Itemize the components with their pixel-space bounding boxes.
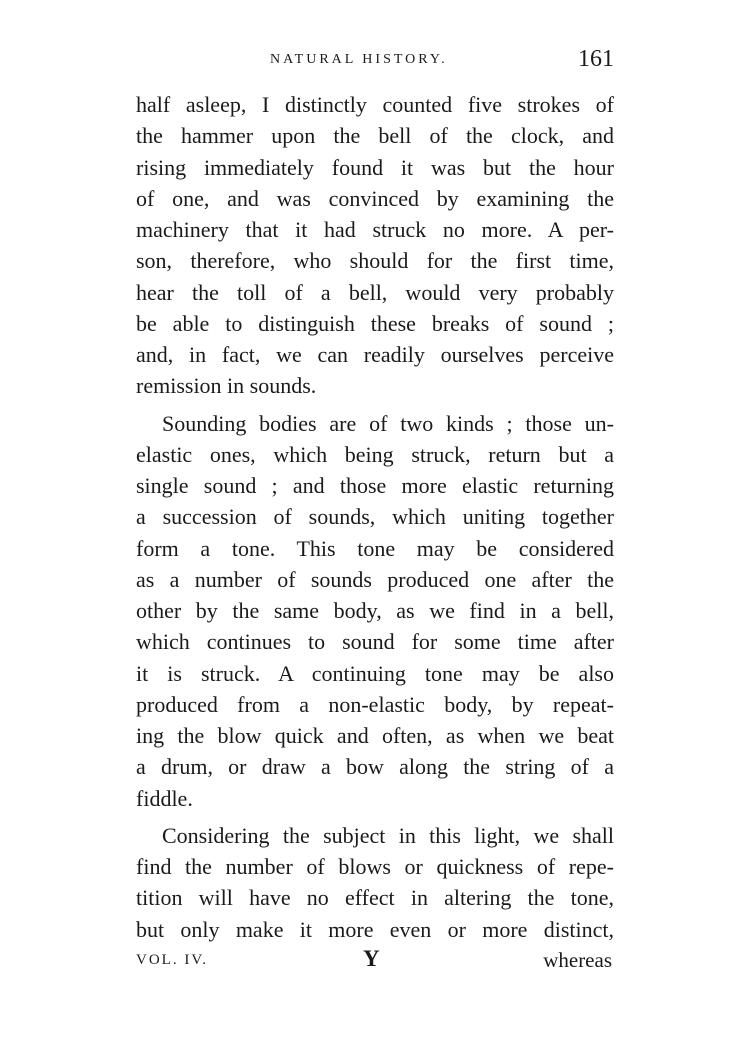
text-line: fiddle. (136, 785, 193, 811)
text-line: a drum, or draw a bow along the string of a (136, 754, 614, 780)
text-line: hear the toll of a bell, would very probably (136, 279, 614, 305)
text-line: machinery that it had struck no more. A per- (136, 217, 614, 242)
page-number: 161 (578, 46, 614, 72)
text-line: the hammer upon the bell of the clock, and (136, 123, 614, 149)
text-line: find the number of blows or quickness of repe- (136, 854, 614, 879)
text-line: a succession of sounds, which uniting together (136, 504, 614, 530)
text-line: half asleep, I distinctly counted five strokes of (136, 92, 614, 117)
text-line: other by the same body, as we find in a bell, (136, 598, 614, 623)
text-line: Sounding bodies are of two kinds ; those un- (162, 410, 614, 436)
text-line: but only make it more even or more distinct, (136, 916, 614, 942)
text-line: which continues to sound for some time after (136, 629, 614, 655)
paragraph-2 (136, 408, 614, 814)
catchword: whereas (543, 948, 612, 972)
text-line: elastic ones, which being struck, return but a (136, 441, 614, 467)
text-line: Considering the subject in this light, we shall (162, 822, 614, 848)
text-line: ing the blow quick and often, as when we beat (136, 723, 614, 748)
text-line: son, therefore, who should for the first time, (136, 248, 614, 274)
text-line: produced from a non-elastic body, by repeat- (136, 691, 614, 717)
text-line: single sound ; and those more elastic returning (136, 473, 614, 498)
text-line: be able to distinguish these breaks of sound ; (136, 310, 614, 336)
text-line: and, in fact, we can readily ourselves perceive (136, 342, 614, 367)
paragraph-1 (136, 89, 614, 402)
text-line: form a tone. This tone may be considered (136, 535, 614, 561)
volume-label: VOL. IV. (136, 952, 208, 968)
text-line: rising immediately found it was but the hour (136, 154, 614, 180)
paragraph-3 (136, 820, 614, 945)
text-line: it is struck. A continuing tone may be also (136, 660, 614, 686)
signature-mark: Y (363, 946, 380, 971)
text-line: of one, and was convinced by examining the (136, 185, 614, 211)
text-line: as a number of sounds produced one after the (136, 566, 614, 592)
running-head: NATURAL HISTORY. (270, 52, 448, 67)
text-line: tition will have no effect in altering the tone, (136, 885, 614, 911)
body-text (136, 89, 614, 945)
page-footer (136, 946, 614, 976)
text-line: remission in sounds. (136, 373, 317, 399)
